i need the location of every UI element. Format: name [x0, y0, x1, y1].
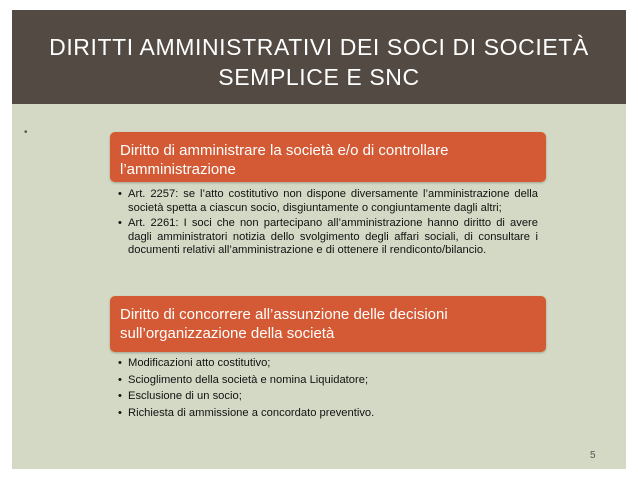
bullet-dot-icon: • — [118, 390, 122, 402]
bullet-dot-icon: • — [118, 406, 122, 419]
list-item — [118, 406, 538, 421]
section2-bullet-list — [118, 356, 538, 422]
list-item-text: Modificazioni atto costitutivo; — [128, 357, 271, 369]
bullet-dot-icon: • — [118, 188, 122, 200]
bullet-dot-icon: • — [118, 373, 122, 386]
section2-heading-box — [110, 296, 546, 352]
section1-heading: Diritto di amministrare la società e/o di controllare l’amministrazione — [120, 142, 449, 178]
list-item-text: Richiesta di ammissione a concordato preventivo. — [128, 406, 375, 419]
list-item — [118, 188, 538, 215]
list-item-text: Esclusione di un socio; — [128, 390, 242, 402]
list-item — [118, 389, 538, 404]
empty-bullet-marker: • — [24, 127, 28, 138]
bullet-dot-icon: • — [118, 217, 122, 229]
list-item-text: Art. 2257: se l’atto costitutivo non dispone diversamente l’amministrazione della società spetta a ciascun socio, disgiuntamente o congiuntamente dagli altri; — [128, 188, 538, 214]
section2-heading: Diritto di concorrere all’assunzione delle decisioni sull’organizzazione della società — [120, 306, 448, 342]
list-item — [118, 373, 538, 388]
slide-title-line-2: SEMPLICE E SNC — [218, 64, 420, 90]
list-item — [118, 217, 538, 258]
page-number: 5 — [590, 450, 596, 461]
list-item — [118, 356, 538, 371]
title-bar — [12, 10, 626, 104]
slide-title-line-1: DIRITTI AMMINISTRATIVI DEI SOCI DI SOCIETÀ — [49, 34, 589, 60]
list-item-text: Art. 2261: I soci che non partecipano all’amministrazione hanno diritto di avere dagli amministratori notizia dello svolgimento degli affari sociali, di consultare i documenti relativi all’amministrazione e di ottenere il rendiconto/bilancio. — [128, 217, 538, 256]
list-item-text: Scioglimento della società e nomina Liquidatore; — [128, 373, 369, 386]
section1-bullet-list — [118, 188, 538, 260]
section1-heading-box — [110, 132, 546, 182]
bullet-dot-icon: • — [118, 357, 122, 369]
